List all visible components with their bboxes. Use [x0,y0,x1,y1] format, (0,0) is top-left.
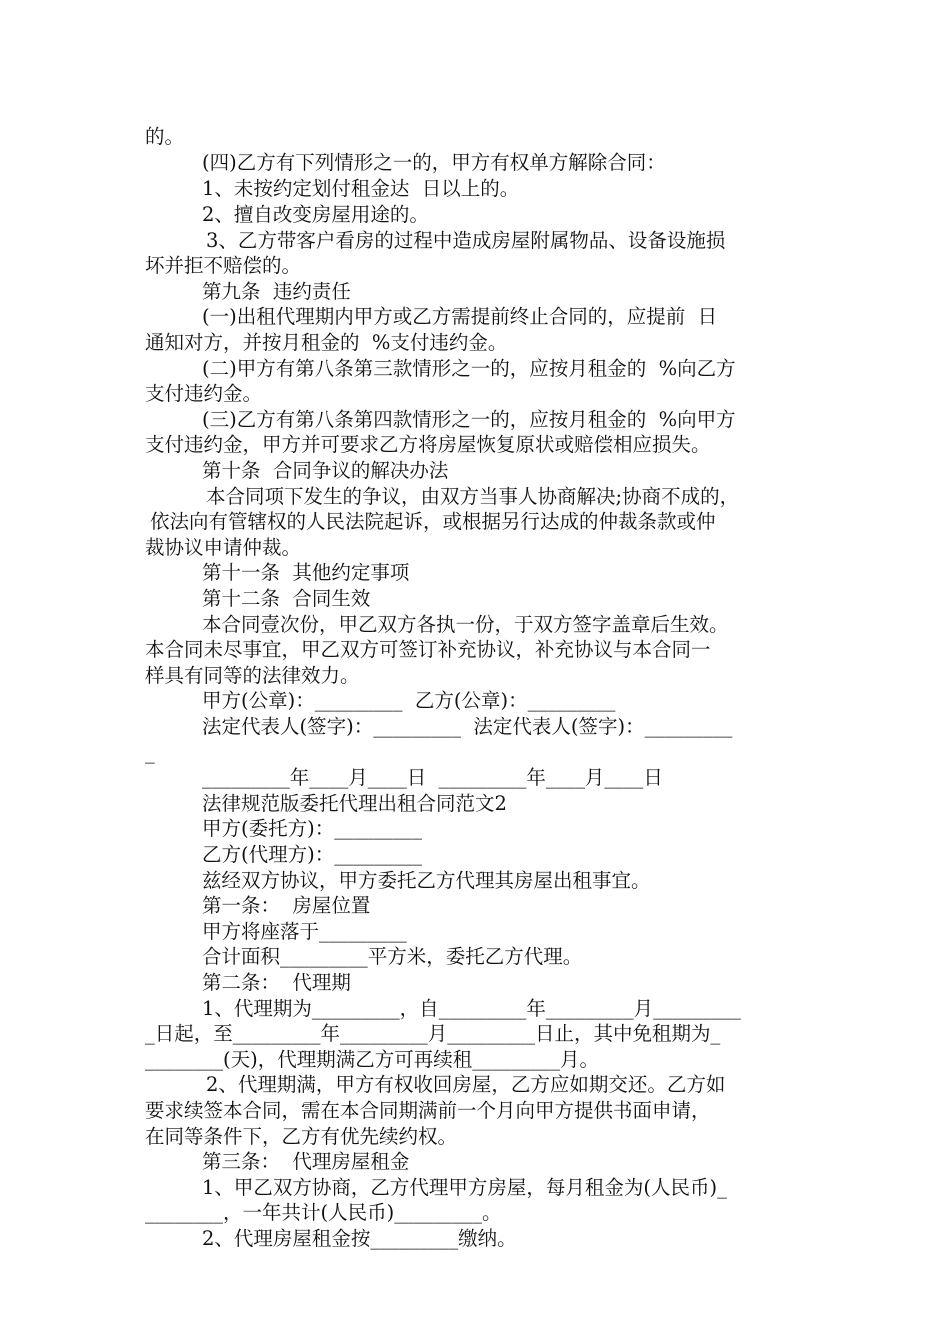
text-line: 2、代理房屋租金按_________缴纳。 [202,1227,517,1250]
section-heading: 第十一条 其他约定事项 [202,561,410,584]
text-line: 的。 [145,125,185,148]
text-line: 兹经双方协议，甲方委托乙方代理其房屋出租事宜。 [202,869,651,892]
signature-line: _ [145,741,155,764]
text-line: 要求续签本合同，需在本合同期满前一个月向甲方提供书面申请， [145,1099,711,1122]
text-line: ________，一年共计(人民币)_________。 [145,1201,502,1224]
document-title: 法律规范版委托代理出租合同范文2 [202,792,507,815]
text-line: 本合同项下发生的争议，由双方当事人协商解决;协商不成的， [206,485,740,508]
section-heading: 第二条： 代理期 [202,971,351,994]
text-line: 在同等条件下，乙方有优先续约权。 [145,1125,458,1148]
date-line: _________年____月____日 _________年____月____日 [202,766,663,789]
section-heading: 第一条： 房屋位置 [202,894,371,917]
text-line: 甲方将座落于_________ [202,920,407,943]
text-line: 2、擅自改变房屋用途的。 [202,203,429,226]
text-line: 支付违约金。 [145,382,263,405]
section-heading: 第十二条 合同生效 [202,587,371,610]
text-line: _日起，至_________年_________月_________日止，其中免租期为_ [145,1022,721,1045]
text-line: (一)出租代理期内甲方或乙方需提前终止合同的，应提前 日 [202,305,718,328]
text-line: 支付违约金，甲方并可要求乙方将房屋恢复原状或赔偿相应损失。 [145,433,711,456]
section-heading: 第三条： 代理房屋租金 [202,1150,410,1173]
text-line: (二)甲方有第八条第三款情形之一的，应按月租金的 %向乙方 [202,357,736,380]
text-line: 1、未按约定划付租金达 日以上的。 [202,177,520,200]
text-line: 合计面积_________平方米，委托乙方代理。 [202,945,583,968]
text-line: (四)乙方有下列情形之一的，甲方有权单方解除合同： [202,151,666,174]
text-line: 本合同未尽事宜，甲乙双方可签订补充协议，补充协议与本合同一 [145,638,711,661]
section-heading: 第九条 违约责任 [202,280,351,303]
text-line: 裁协议申请仲裁。 [145,536,302,559]
section-heading: 第十条 合同争议的解决办法 [202,459,449,482]
text-line: 甲方(委托方)：_________ [202,817,422,840]
text-line: (三)乙方有第八条第四款情形之一的，应按月租金的 %向甲方 [202,408,736,431]
text-line: 依法向有管辖权的人民法院起诉，或根据另行达成的仲裁条款或仲 [150,510,716,533]
text-line: 2、代理期满，甲方有权收回房屋，乙方应如期交还。乙方如 [206,1073,726,1096]
signature-line: 法定代表人(签字)：_________ 法定代表人(签字)：_________ [202,715,733,738]
text-line: 乙方(代理方)：_________ [202,843,422,866]
text-line: ________(天)，代理期满乙方可再续租_________月。 [145,1048,599,1071]
text-line: 通知对方，并按月租金的 %支付违约金。 [145,331,508,354]
text-line: 1、甲乙双方协商，乙方代理甲方房屋，每月租金为(人民币)_ [202,1176,727,1199]
text-line: 本合同壹次份，甲乙双方各执一份，于双方签字盖章后生效。 [202,613,729,636]
signature-line: 甲方(公章)：_________ 乙方(公章)：_________ [202,689,616,712]
text-line: 1、代理期为_________，自_________年_________月_________ [202,997,741,1020]
text-line: 坏并拒不赔偿的。 [145,254,302,277]
text-line: 样具有同等的法律效力。 [145,664,360,687]
text-line: 3、乙方带客户看房的过程中造成房屋附属物品、设备设施损 [206,229,726,252]
